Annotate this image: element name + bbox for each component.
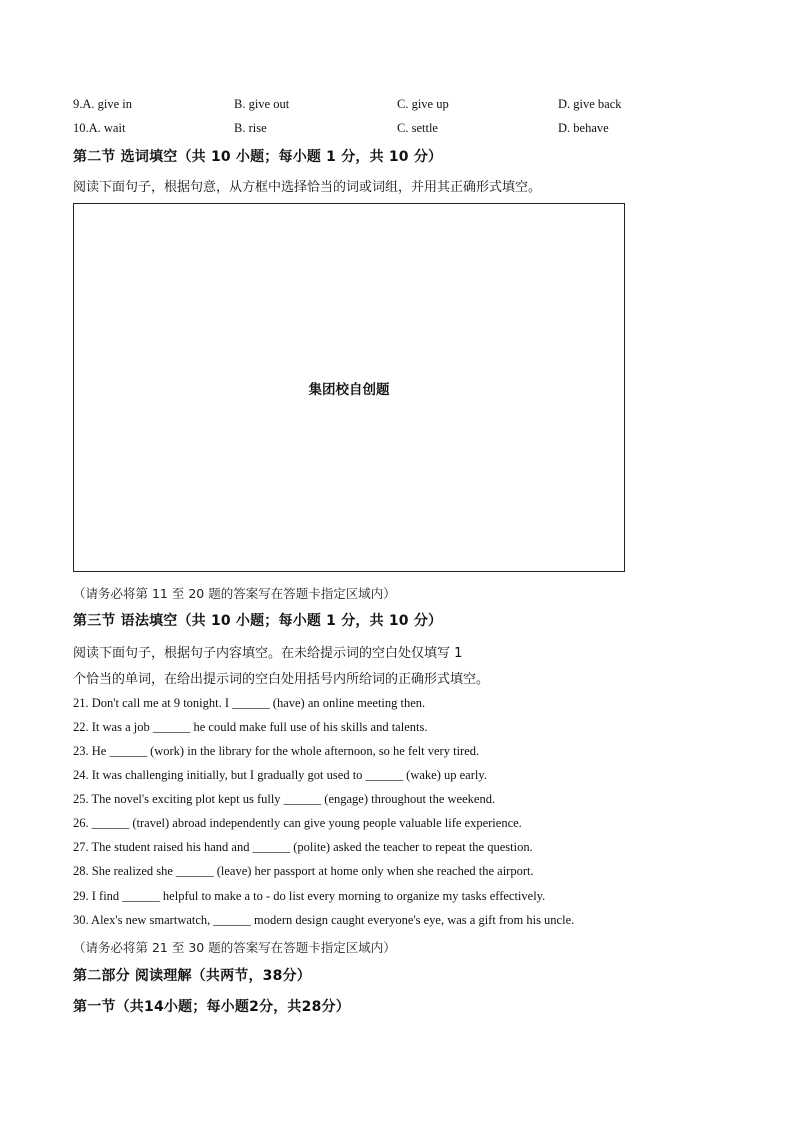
section-2-heading: 第二节 选词填空（共 10 小题；每小题 1 分，共 10 分） bbox=[73, 149, 443, 165]
word-box bbox=[73, 203, 625, 572]
question-29: 29. I find ______ helpful to make a to - do list every morning to organize my tasks effectively. bbox=[73, 889, 546, 903]
option-d: D. behave bbox=[558, 121, 609, 135]
question-28: 28. She realized she ______ (leave) her passport at home only when she reached the airport. bbox=[73, 864, 534, 878]
question-25: 25. The novel's exciting plot kept us fully ______ (engage) throughout the weekend. bbox=[73, 792, 496, 806]
section-2-note: （请务必将第 11 至 20 题的答案写在答题卡指定区域内） bbox=[73, 586, 396, 601]
option-b: B. rise bbox=[234, 121, 267, 135]
question-30: 30. Alex's new smartwatch, ______ modern design caught everyone's eye, was a gift from his uncle. bbox=[73, 913, 575, 927]
option-b: B. give out bbox=[234, 97, 290, 111]
question-10-options bbox=[73, 121, 693, 139]
question-22: 22. It was a job ______ he could make full use of his skills and talents. bbox=[73, 720, 428, 734]
section-3-note: （请务必将第 21 至 30 题的答案写在答题卡指定区域内） bbox=[73, 940, 396, 955]
part-2-heading: 第二部分 阅读理解（共两节，38分） bbox=[73, 968, 311, 984]
question-26: 26. ______ (travel) abroad independently can give young people valuable life experience. bbox=[73, 816, 522, 830]
question-21: 21. Don't call me at 9 tonight. I ______ (have) an online meeting then. bbox=[73, 696, 426, 710]
section-3-instruction-line-2: 个恰当的单词，在给出提示词的空白处用括号内所给词的正确形式填空。 bbox=[73, 672, 490, 687]
section-3-heading: 第三节 语法填空（共 10 小题；每小题 1 分，共 10 分） bbox=[73, 613, 443, 629]
question-9-options bbox=[73, 97, 693, 115]
section-3-instruction-line-1: 阅读下面句子，根据句子内容填空。在未给提示词的空白处仅填写 1 bbox=[73, 646, 463, 661]
part-2-section-1-heading: 第一节（共14小题；每小题2分，共28分） bbox=[73, 999, 350, 1015]
option-a: 9.A. give in bbox=[73, 97, 133, 111]
option-c: C. settle bbox=[397, 121, 438, 135]
question-24: 24. It was challenging initially, but I gradually got used to ______ (wake) up early. bbox=[73, 768, 487, 782]
option-a: 10.A. wait bbox=[73, 121, 126, 135]
option-c: C. give up bbox=[397, 97, 449, 111]
section-2-instruction: 阅读下面句子，根据句意，从方框中选择恰当的词或词组，并用其正确形式填空。 bbox=[73, 180, 542, 195]
word-box-label: 集团校自创题 bbox=[308, 382, 390, 398]
question-23: 23. He ______ (work) in the library for the whole afternoon, so he felt very tired. bbox=[73, 744, 480, 758]
question-27: 27. The student raised his hand and ______ (polite) asked the teacher to repeat the question. bbox=[73, 840, 533, 854]
option-d: D. give back bbox=[558, 97, 622, 111]
